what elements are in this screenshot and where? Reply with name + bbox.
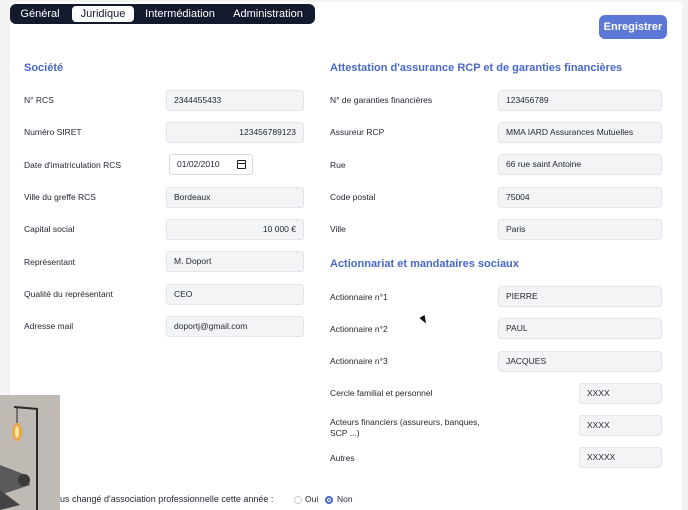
field-label: Numéro SIRET [24,127,82,137]
save-button[interactable]: Enregistrer [599,15,667,39]
field-label: Autres [330,453,355,463]
tab-bar [10,4,315,24]
section-title-attestation: Attestation d'assurance RCP et de garanties financières [330,62,623,74]
date-imatriculation-input[interactable] [169,154,253,175]
field-label: Acteurs financiers (assureurs, banques, SCP ...) [330,417,480,438]
representant-input[interactable]: M. Doport [166,251,304,272]
radio-non-label: Non [337,494,353,504]
qualite-representant-input[interactable]: CEO [166,284,304,305]
lamp-image [0,395,60,510]
field-label: Ville [330,224,346,234]
rcs-input[interactable]: 2344455433 [166,90,304,111]
field-label: Actionnaire n°2 [330,324,388,334]
actionnaire-1-input[interactable]: PIERRE [498,286,662,307]
autres-input[interactable]: XXXXX [579,447,662,468]
field-label: Code postal [330,192,376,202]
cercle-familial-input[interactable]: XXXX [579,383,662,404]
siret-input[interactable]: 123456789123 [166,122,304,143]
ville-greffe-input[interactable]: Bordeaux [166,187,304,208]
code-postal-input[interactable]: 75004 [498,187,662,208]
field-label: Adresse mail [24,321,74,331]
field-label: Assureur RCP [330,127,385,137]
field-label: Capital social [24,224,75,234]
webcam-overlay [0,395,60,510]
radio-oui-label: Oui [305,494,319,504]
field-label: Actionnaire n°1 [330,292,388,302]
rue-input[interactable]: 66 rue saint Antoine [498,154,662,175]
actionnaire-3-input[interactable]: JACQUES [498,351,662,372]
field-label: Actionnaire n°3 [330,356,388,366]
field-label: Rue [330,160,346,170]
capital-social-input[interactable]: 10 000 € [166,219,304,240]
section-title-societe: Société [24,62,64,74]
radio-oui[interactable] [294,496,302,504]
field-label: N° de garanties financières [330,95,433,105]
section-title-actionnariat: Actionnariat et mandataires sociaux [330,258,519,270]
email-field[interactable]: doportj@gmail.com [166,316,304,337]
ville-input[interactable]: Paris [498,219,662,240]
tab-juridique[interactable]: Juridique [72,6,134,22]
tab-administration[interactable]: Administration [233,8,303,20]
field-label: Cercle familial et personnel [330,388,433,398]
actionnaire-2-input[interactable]: PAUL [498,318,662,339]
field-label: Qualité du représentant [24,289,113,299]
assureur-input[interactable]: MMA IARD Assurances Mutuelles [498,122,662,143]
radio-non[interactable] [325,496,333,504]
field-label: N° RCS [24,95,54,105]
calendar-icon[interactable] [237,160,246,169]
field-label: Ville du greffe RCS [24,192,96,202]
acteurs-financiers-input[interactable]: XXXX [579,415,662,436]
association-question: us changé d'association professionnelle cette année : [60,494,274,504]
tab-general[interactable]: Général [20,8,60,20]
field-label: Représentant [24,257,76,267]
garanties-input[interactable]: 123456789 [498,90,662,111]
field-label: Date d'imatriculation RCS [24,160,122,170]
tab-intermediation[interactable]: Intermédiation [145,8,215,20]
date-value: 01/02/2010 [177,159,220,169]
